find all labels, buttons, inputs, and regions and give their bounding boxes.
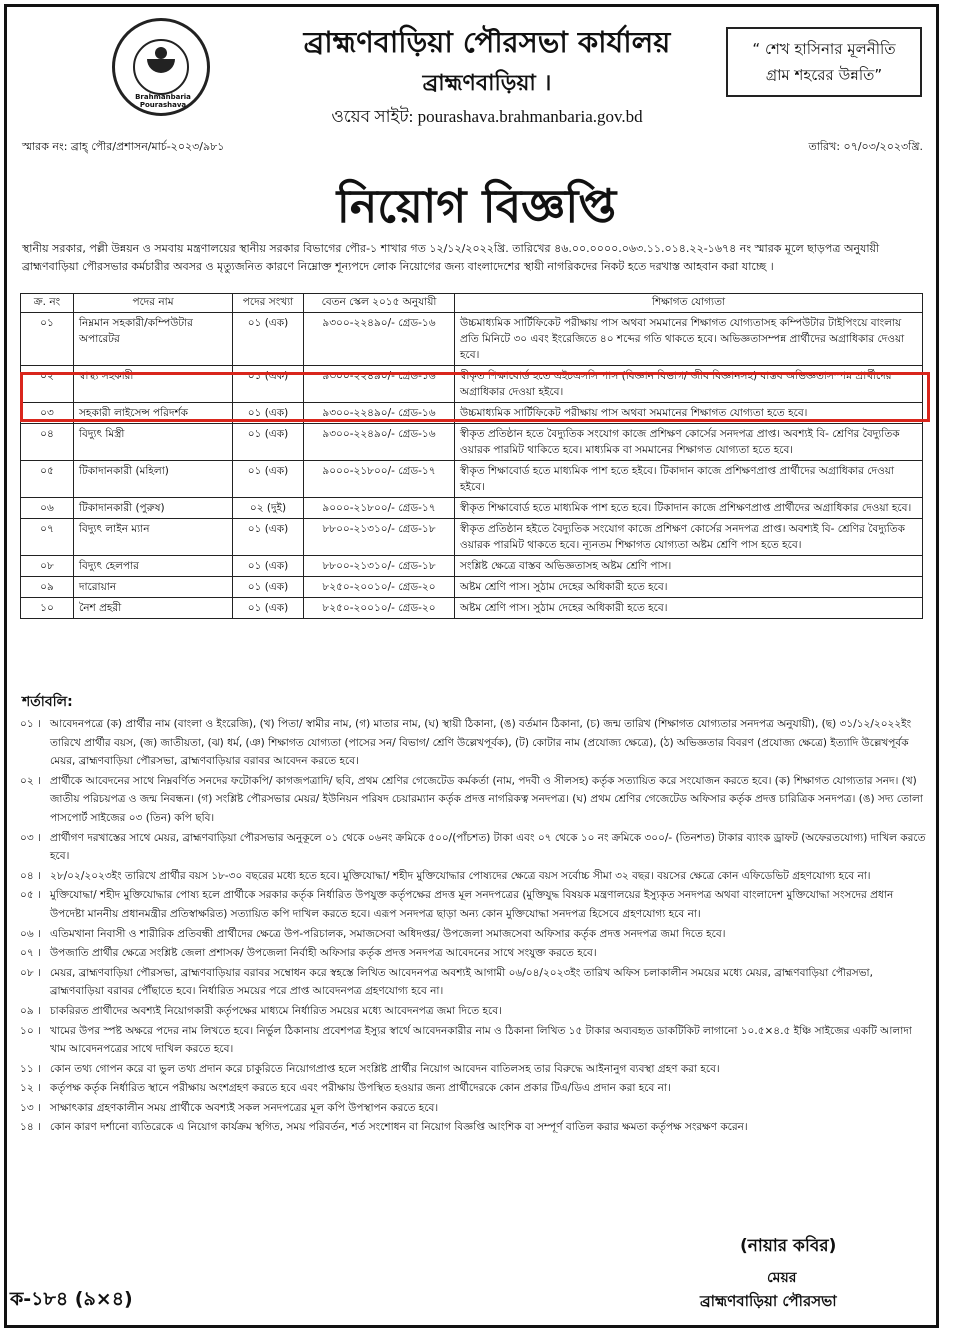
col-qualification: শিক্ষাগত যোগ্যতা bbox=[455, 294, 923, 313]
municipality-logo bbox=[112, 18, 210, 116]
table-row bbox=[21, 461, 923, 498]
cell-count: ০১ (এক) bbox=[233, 556, 304, 577]
cell-post: নৈশ প্রহরী bbox=[74, 598, 233, 619]
table-row bbox=[21, 577, 923, 598]
condition-number: ০৩ । bbox=[20, 831, 41, 844]
condition-number: ০৫ । bbox=[20, 889, 41, 902]
table-row bbox=[21, 556, 923, 577]
cell-serial: ০৩ bbox=[21, 403, 74, 424]
cell-scale: ৯৩০০-২২৪৯০/- গ্রেড-১৬ bbox=[304, 366, 455, 403]
table-row bbox=[21, 424, 923, 461]
condition-text: উপজাতি প্রার্থীর ক্ষেত্রে সংশ্লিষ্ট জেলা প্রশাসক/ উপজেলা নির্বাহী অফিসার কর্তৃক প্রদত্ত সনদপত্র আবেদনের সাথে সংযুক্ত করতে হবে। bbox=[50, 947, 597, 960]
condition-item bbox=[20, 964, 926, 1001]
cell-post: বিদ্যুৎ লাইন ম্যান bbox=[74, 519, 233, 556]
cell-scale: ৯৩০০-২২৪৯০/- গ্রেড-১৬ bbox=[304, 424, 455, 461]
office-title: ব্রাহ্মণবাড়িয়া পৌরসভা কার্যালয় bbox=[303, 25, 671, 59]
signatory-org: ব্রাহ্মণবাড়িয়া পৌরসভা bbox=[700, 1292, 837, 1310]
cell-scale: ৮৮০০-২১৩১০/- গ্রেড-১৮ bbox=[304, 519, 455, 556]
condition-item bbox=[20, 886, 926, 923]
condition-text: খামের উপর স্পষ্ট অক্ষরে পদের নাম লিখতে হবে। নির্ভুল ঠিকানায় প্রবেশপত্র ইস্যুর স্বার্থে আবেদনকারীর নাম ও ঠিকানা লিখিত ১৫ টাকার অব্যবহৃত ডাকটিকিট লাগানো ১০.৫×৪.৫ ইঞ্চি সাইজের একটি আলাদা খাম আবেদনপত্রের সাথে দাখিল করতে হবে। bbox=[50, 1024, 912, 1056]
conditions-title: শর্তাবলি: bbox=[22, 694, 73, 710]
condition-number: ০৮ । bbox=[20, 966, 41, 979]
condition-number: ০৯ । bbox=[20, 1004, 41, 1017]
condition-number: ১৩ । bbox=[20, 1101, 41, 1114]
condition-number: ১২ । bbox=[20, 1082, 41, 1095]
cell-post: সহকারী লাইসেন্স পরিদর্শক bbox=[74, 403, 233, 424]
condition-text: চাকরিরত প্রার্থীদের অবশ্যই নিয়োগকারী কর্তৃপক্ষের মাধ্যমে নির্ধারিত সময়ের মধ্যে আবেদনপত্র জমা দিতে হবে। bbox=[50, 1004, 502, 1017]
condition-item bbox=[20, 1079, 926, 1098]
table-row bbox=[21, 498, 923, 519]
conditions-list bbox=[20, 715, 926, 1138]
condition-item bbox=[20, 772, 926, 828]
condition-number: ০১ । bbox=[20, 718, 41, 730]
cell-qualification: স্বীকৃত শিক্ষাবোর্ড হতে মাধ্যমিক পাশ হতে হবে। টিকাদান কাজে প্রশিক্ষণপ্রাপ্ত প্রার্থীদের অগ্রাধিকার দেওয়া হবে। bbox=[455, 498, 923, 519]
cell-qualification: অষ্টম শ্রেণি পাস। সুঠাম দেহের অধিকারী হতে হবে। bbox=[455, 577, 923, 598]
condition-text: কর্তৃপক্ষ কর্তৃক নির্ধারিত স্থানে পরীক্ষায় অংশগ্রহণ করতে হবে এবং পরীক্ষায় উপস্থিত হওয়ার জন্য প্রার্থীদেরকে কোন প্রকার টিএ/ডিএ প্রদান করা হবে না। bbox=[50, 1082, 671, 1095]
memo-reference: স্মারক নং: ব্রাহ্‌ পৌর/প্রশাসন/মার্চ-২০২৩/৯৮১ bbox=[22, 140, 225, 153]
condition-item bbox=[20, 1002, 926, 1021]
table-header-row bbox=[21, 294, 923, 313]
condition-item bbox=[20, 715, 926, 771]
condition-text: প্রার্থীকে আবেদনের সাথে নিম্নবর্ণিত সনদের ফটোকপি/ কাগজপত্রাদি/ ছবি, প্রথম শ্রেণির গেজেটেড কর্মকর্তা (নাম, পদবী ও সীলসহ) কর্তৃক সত্যায়িত করে সংযোজন করতে হবে। (ক) শিক্ষাগত যোগ্যতার সনদ। (খ) জাতীয় পরিচয়পত্র ও জন্ম নিবন্ধন। (গ) সংশ্লিষ্ট পৌরসভার মেয়র/ ইউনিয়ন পরিষদ চেয়ারম্যান কর্তৃক প্রদত্ত নাগরিকত্ব সনদপত্র। (ঘ) প্রথম শ্রেণির গেজেটেড অফিসার কর্তৃক প্রদত্ত চারিত্রিক সনদপত্র। (ঙ) সদ্য তোলা পাসপোর্ট সাইজের ০৩ (তিন) কপি ছবি। bbox=[50, 774, 923, 824]
cell-scale: ৯০০০-২১৮০০/- গ্রেড-১৭ bbox=[304, 461, 455, 498]
condition-text: আবেদনপত্রে (ক) প্রার্থীর নাম (বাংলা ও ইংরেজি), (খ) পিতা/ স্বামীর নাম, (গ) মাতার নাম, (ঘ) স্থায়ী ঠিকানা, (ঙ) বর্তমান ঠিকানা, (চ) জন্ম তারিখ (শিক্ষাগত যোগ্যতার সনদপত্র অনুযায়ী), (ছ) ৩১/১২/২০২২ইং তারিখে প্রার্থীর বয়স, (জ) জাতীয়তা, (ঝ) ধর্ম, (ঞ) শিক্ষাগত যোগ্যতা (পাসের সন/ বিভাগ/ শ্রেণি উল্লেখপূর্বক), (ট) কোটার নাম (প্রযোজ্য ক্ষেত্রে), (ঠ) অভিজ্ঞতার বিবরণ (প্রযোজ্য ক্ষেত্রে) ইত্যাদি উল্লেখপূর্বক মেয়র, ব্রাহ্মণবাড়িয়া পৌরসভা, ব্রাহ্মণবাড়িয়ার বরাবর আবেদন করতে হবে। bbox=[50, 718, 912, 768]
condition-item bbox=[20, 829, 926, 866]
logo-text: Brahmanbaria Pourashava bbox=[135, 93, 191, 109]
cell-count: ০১ (এক) bbox=[233, 461, 304, 498]
motto-line-1: “ শেখ হাসিনার মূলনীতি bbox=[752, 40, 896, 58]
condition-text: কোন কারণ দর্শানো ব্যতিরেকে এ নিয়োগ কার্যক্রম স্থগিত, সময় পরিবর্তন, শর্ত সংশোধন বা নিয়োগ বিজ্ঞপ্তি আংশিক বা সম্পূর্ণ বাতিল করার ক্ষমতা কর্তৃপক্ষ সংরক্ষণ করেন। bbox=[50, 1121, 748, 1134]
condition-number: ০২ । bbox=[20, 774, 41, 787]
col-post: পদের নাম bbox=[74, 294, 233, 313]
cell-scale: ৯৩০০-২২৪৯০/- গ্রেড-১৬ bbox=[304, 403, 455, 424]
cell-post: নিম্নমান সহকারী/কম্পিউটার অপারেটর bbox=[74, 313, 233, 366]
cell-qualification: স্বীকৃত শিক্ষাবোর্ড হতে এইচএসসি পাস (বিজ্ঞান বিভাগ/ জীব বিজ্ঞানসহ) বাস্তব অভিজ্ঞতাসম্পন্ন প্রার্থীদের অগ্রাধিকার দেওয়া হইবে। bbox=[455, 366, 923, 403]
cell-count: ০২ (দুই) bbox=[233, 498, 304, 519]
table-row bbox=[21, 598, 923, 619]
cell-qualification: উচ্চমাধ্যমিক সার্টিফিকেট পরীক্ষায় পাস অথবা সমমানের শিক্ষাগত যোগ্যতা হতে হবে। bbox=[455, 403, 923, 424]
condition-text: প্রার্থীগণ দরখাস্তের সাথে মেয়র, ব্রাহ্মণবাড়িয়া পৌরসভার অনুকূলে ০১ থেকে ০৬নং ক্রমিকে ৫০০/(পাঁচশত) টাকা এবং ০৭ থেকে ১০ নং ক্রমিকে ৩০০/- (তিনশত) টাকার ব্যাংক ড্রাফট (অফেরতযোগ্য) দাখিল করতে হবে। bbox=[50, 831, 926, 863]
cell-scale: ৮২৫০-২০০১০/- গ্রেড-২০ bbox=[304, 577, 455, 598]
cell-scale: ৮২৫০-২০০১০/- গ্রেড-২০ bbox=[304, 598, 455, 619]
cell-post: বিদ্যুৎ মিস্ত্রী bbox=[74, 424, 233, 461]
cell-qualification: সংশ্লিষ্ট ক্ষেত্রে বাস্তব অভিজ্ঞতাসহ অষ্টম শ্রেণি পাস। bbox=[455, 556, 923, 577]
cell-qualification: অষ্টম শ্রেণি পাস। সুঠাম দেহের অধিকারী হতে হবে। bbox=[455, 598, 923, 619]
condition-text: মেয়র, ব্রাহ্মণবাড়িয়া পৌরসভা, ব্রাহ্মণবাড়িয়ার বরাবর সম্বোধন করে স্বহস্তে লিখিত আবেদনপত্র অবশ্যই আগামী ০৬/০৪/২০২৩ইং তারিখ অফিস চলাকালীন সময়ের মধ্যে মেয়র, ব্রাহ্মণবাড়িয়া পৌরসভা, ব্রাহ্মণবাড়িয়া বরাবর পৌঁছাতে হবে। নির্ধারিত সময়ের পরে প্রাপ্ত আবেদনপত্র গ্রহণযোগ্য হবে না। bbox=[50, 966, 873, 998]
condition-item bbox=[20, 925, 926, 944]
cell-scale: ৮৮০০-২১৩১০/- গ্রেড-১৮ bbox=[304, 556, 455, 577]
cell-post: দারোয়ান bbox=[74, 577, 233, 598]
cell-post: টিকাদানকারী (মহিলা) bbox=[74, 461, 233, 498]
condition-text: এতিমখানা নিবাসী ও শারীরিক প্রতিবন্ধী প্রার্থীদের ক্ষেত্রে উপ-পরিচালক, সমাজসেবা অধিদপ্তর/ উপজেলা সমাজসেবা অফিসার কর্তৃক প্রদত্ত সনদপত্র জমা দিতে হবে। bbox=[50, 927, 726, 940]
cell-serial: ১০ bbox=[21, 598, 74, 619]
cell-post: স্বাস্থ্য সহকারী bbox=[74, 366, 233, 403]
cell-qualification: স্বীকৃত প্রতিষ্ঠান হতে বৈদ্যুতিক সংযোগ কাজে প্রশিক্ষণ কোর্সের সনদপত্র প্রাপ্ত। অবশ্যই বি- শ্রেণির বৈদ্যুতিক ওয়ারক পারমিট থাকিতে হবে। মাধ্যমিক বা সমমানের শিক্ষাগত যোগ্যতা হতে হবে। bbox=[455, 424, 923, 461]
cell-qualification: স্বীকৃত শিক্ষাবোর্ড হতে মাধ্যমিক পাশ হতে হইবে। টিকাদান কাজে প্রশিক্ষণপ্রাপ্ত প্রার্থীদের অগ্রাধিকার দেওয়া হইবে। bbox=[455, 461, 923, 498]
cell-serial: ০৮ bbox=[21, 556, 74, 577]
condition-number: ১১ । bbox=[20, 1062, 41, 1075]
vacancy-table bbox=[20, 293, 923, 619]
cell-serial: ০২ bbox=[21, 366, 74, 403]
condition-number: ০৪ । bbox=[20, 869, 41, 882]
condition-text: কোন তথ্য গোপন করে বা ভুল তথ্য প্রদান করে চাকুরিতে নিয়োগপ্রাপ্ত হলে সংশ্লিষ্ট প্রার্থীর নিয়োগ আবেদন বাতিলসহ তার বিরুদ্ধে আইনানুগ ব্যবস্থা গ্রহণ করা হবে। bbox=[50, 1062, 720, 1075]
condition-text: ২৮/০২/২০২৩ইং তারিখে প্রার্থীর বয়স ১৮-৩০ বছরের মধ্যে হতে হবে। মুক্তিযোদ্ধা/ শহীদ মুক্তিযোদ্ধার পোষ্যদের ক্ষেত্রে বয়স সর্বোচ্চ সীমা ৩২ বছর। বয়সের ক্ষেত্রে কোন এফিডেভিট গ্রহণযোগ্য হবে না। bbox=[50, 869, 871, 882]
website-line: ওয়েব সাইট: pourashava.brahmanbaria.gov.bd bbox=[331, 107, 643, 126]
condition-number: ১০ । bbox=[20, 1024, 41, 1037]
condition-text: সাক্ষাৎকার গ্রহণকালীন সময় প্রার্থীকে অবশ্যই সকল সনদপত্রের মূল কপি উপস্থাপন করতে হবে। bbox=[50, 1101, 439, 1114]
cell-count: ০১ (এক) bbox=[233, 403, 304, 424]
condition-item bbox=[20, 1118, 926, 1137]
cell-post: বিদ্যুৎ হেলপার bbox=[74, 556, 233, 577]
motto-box bbox=[726, 27, 922, 97]
cell-serial: ০৫ bbox=[21, 461, 74, 498]
condition-item bbox=[20, 944, 926, 963]
cell-serial: ০৬ bbox=[21, 498, 74, 519]
col-serial: ক্র. নং bbox=[21, 294, 74, 313]
col-scale: বেতন স্কেল ২০১৫ অনুযায়ী bbox=[304, 294, 455, 313]
cell-qualification: স্বীকৃত প্রতিষ্ঠান হইতে বৈদ্যুতিক সংযোগ কাজে প্রশিক্ষণ কোর্সের সনদপত্র প্রাপ্ত। অবশ্যই বি- শ্রেণির বৈদ্যুতিক ওয়ারক পারমিট থাকতে হবে। ন্যূনতম শিক্ষাগত যোগ্যতা অষ্টম শ্রেণি পাস হতে হবে। bbox=[455, 519, 923, 556]
condition-text: মুক্তিযোদ্ধা/ শহীদ মুক্তিযোদ্ধার পোষ্য হলে প্রার্থীকে সরকার কর্তৃক নির্ধারিত উপযুক্ত কর্তৃপক্ষের প্রদত্ত মূল সনদপত্রের (মুক্তিযুদ্ধ বিষয়ক মন্ত্রণালয়ের ইস্যুকৃত সনদপত্র অথবা বাংলাদেশ মুক্তিযোদ্ধা সংসদের প্রধান উপদেষ্টা মাননীয় প্রধানমন্ত্রীর প্রতিস্বাক্ষরিত) সত্যায়িত কপি দাখিল করতে হবে। এরূপ সনদপত্র ছাড়া অন্য কোন মুক্তিযোদ্ধা সনদপত্র হিসেবে গ্রহণযোগ্য হবে না। bbox=[50, 889, 894, 920]
condition-item bbox=[20, 867, 926, 886]
cell-qualification: উচ্চমাধ্যমিক সার্টিফিকেট পরীক্ষায় পাস অথবা সমমানের শিক্ষাগত যোগ্যতাসহ কম্পিউটার টাইপিংয়ে বাংলায় প্রতি মিনিটে ৩০ এবং ইংরেজিতে ৪০ শব্দের গতি থাকতে হবে। অভিজ্ঞতাসম্পন্ন প্রার্থীদের অগ্রাধিকার দেওয়া হবে। bbox=[455, 313, 923, 366]
signatory-name: (নায়ার কবির) bbox=[740, 1236, 837, 1256]
cell-scale: ৯০০০-২১৮০০/- গ্রেড-১৭ bbox=[304, 498, 455, 519]
table-row bbox=[21, 313, 923, 366]
cell-serial: ০১ bbox=[21, 313, 74, 366]
condition-item bbox=[20, 1022, 926, 1059]
cell-serial: ০৭ bbox=[21, 519, 74, 556]
cell-count: ০১ (এক) bbox=[233, 519, 304, 556]
memo-date: তারিখ: ০৭/০৩/২০২৩খ্রি. bbox=[808, 140, 923, 153]
cell-count: ০১ (এক) bbox=[233, 313, 304, 366]
col-count: পদের সংখ্যা bbox=[233, 294, 304, 313]
cell-count: ০১ (এক) bbox=[233, 598, 304, 619]
condition-item bbox=[20, 1099, 926, 1118]
row-highlight-box bbox=[20, 372, 930, 422]
cell-count: ০১ (এক) bbox=[233, 577, 304, 598]
cell-serial: ০৪ bbox=[21, 424, 74, 461]
condition-number: ০৬ । bbox=[20, 927, 41, 940]
motto-line-2: গ্রাম শহরের উন্নতি” bbox=[765, 66, 883, 84]
condition-item bbox=[20, 1060, 926, 1079]
logo-sun-icon bbox=[155, 47, 167, 59]
condition-number: ১৪ । bbox=[20, 1121, 41, 1134]
cell-count: ০১ (এক) bbox=[233, 366, 304, 403]
cell-post: টিকাদানকারী (পুরুষ) bbox=[74, 498, 233, 519]
signatory-role: মেয়র bbox=[767, 1270, 797, 1286]
table-row bbox=[21, 519, 923, 556]
cell-serial: ০৯ bbox=[21, 577, 74, 598]
ad-code: ক-১৮৪ (৯×৪) bbox=[10, 1288, 133, 1310]
condition-number: ০৭ । bbox=[20, 947, 41, 960]
intro-paragraph: স্থানীয় সরকার, পল্লী উন্নয়ন ও সমবায় মন্ত্রণালয়ের স্থানীয় সরকার বিভাগের পৌর-১ শাখার গত ১২/১২/২০২২খ্রি. তারিখের ৪৬.০০.০০০০.০৬৩.১১.০১৪.২২-১৬৭৪ নং স্মারক মূলে ছাড়পত্র অনুযায়ী ব্রাহ্মণবাড়িয়া পৌরসভার কর্মচারীর অবসর ও মৃত্যুজনিত কারণে নিম্নোক্ত শূন্যপদে লোক নিয়োগের জন্য বাংলাদেশের স্থায়ী নাগরিকদের নিকট হতে দরখাস্ত আহবান করা যাচ্ছে । bbox=[22, 242, 880, 273]
cell-scale: ৯৩০০-২২৪৯০/- গ্রেড-১৬ bbox=[304, 313, 455, 366]
notice-headline: নিয়োগ বিজ্ঞপ্তি bbox=[336, 179, 617, 233]
cell-count: ০১ (এক) bbox=[233, 424, 304, 461]
office-city: ব্রাহ্মণবাড়িয়া । bbox=[422, 70, 552, 96]
